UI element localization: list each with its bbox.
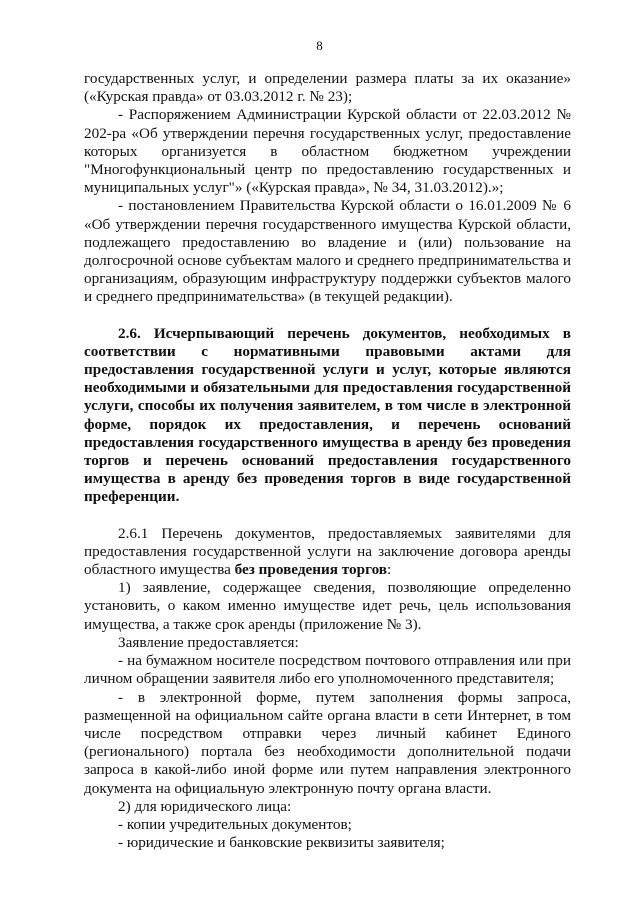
paragraph-electronic-submission: - в электронной форме, путем заполнения формы запроса, размещенной на официальном сайте органа власти в сети Интернет, в том числе посредством отправки через личный кабинет Единого (регионального) портала без необходимости дополнительной подачи запроса в какой-либо иной форме или путем направления электронного документа на официальную электронную почту органа власти. (84, 688, 571, 797)
paragraph-2-6-1-text: 2.6.1 Перечень документов, предоставляемых заявителями для предоставления государственной услуги на заключение договора аренды областного имущества (84, 524, 571, 579)
paragraph-2-6-1-end: : (387, 561, 392, 579)
paragraph-law-reference-1: государственных услуг, и определении размера платы за их оказание» («Курская правда» от 03.03.2012 г. № 23); (84, 70, 571, 106)
document-body (84, 70, 571, 852)
section-heading-2-6: 2.6. Исчерпывающий перечень документов, необходимых в соответствии с нормативными правовыми актами для предоставления государственной услуги и услуг, которые являются необходимыми и обязательными для предоставления государственной услуги, способы их получения заявителем, в том числе в электронной форме, порядок их предоставления, и перечень оснований предоставления государственного имущества в аренду без проведения торгов и перечень оснований предоставления государственного имущества в аренду без проведения торгов в виде государственной преференции. (84, 324, 571, 506)
paragraph-item-2: 2) для юридического лица: (118, 797, 292, 815)
paragraph-item-1: 1) заявление, содержащее сведения, позволяющие определенно установить, о каком именно имуществе идет речь, цель использования имущества, а также срок аренды (приложение № 3). (84, 579, 571, 633)
paragraph-law-reference-3: - постановлением Правительства Курской области о 16.01.2009 № 6 «Об утверждении перечня государственного имущества Курской области, подлежащего предоставлению во владение и (или) пользование на долгосрочной основе субъектам малого и среднего предпринимательства и организациям, образующим инфраструктуру поддержки субъектов малого и среднего предпринимательства» (в текущей редакции). (84, 197, 571, 306)
paragraph-2-6-1-emphasis: без проведения торгов (234, 561, 388, 579)
paragraph-2-6-1 (84, 525, 571, 580)
paragraph-founding-documents: - копии учредительных документов; (118, 815, 352, 833)
page-number: 8 (316, 38, 323, 53)
paragraph-law-reference-2: - Распоряжением Администрации Курской области от 22.03.2012 № 202-ра «Об утверждении перечня государственных услуг, предоставление которых организуется в областном бюджетном учреждении "Многофункциональный центр по предоставлению государственных и муниципальных услуг"» («Курская правда», № 34, 31.03.2012).»; (84, 106, 571, 197)
paragraph-application-intro: Заявление предоставляется: (118, 633, 299, 651)
paragraph-paper-submission: - на бумажном носителе посредством почтового отправления или при личном обращении заявителя либо его уполномоченного представителя; (84, 652, 571, 688)
paragraph-bank-details: - юридические и банковские реквизиты заявителя; (118, 834, 445, 852)
